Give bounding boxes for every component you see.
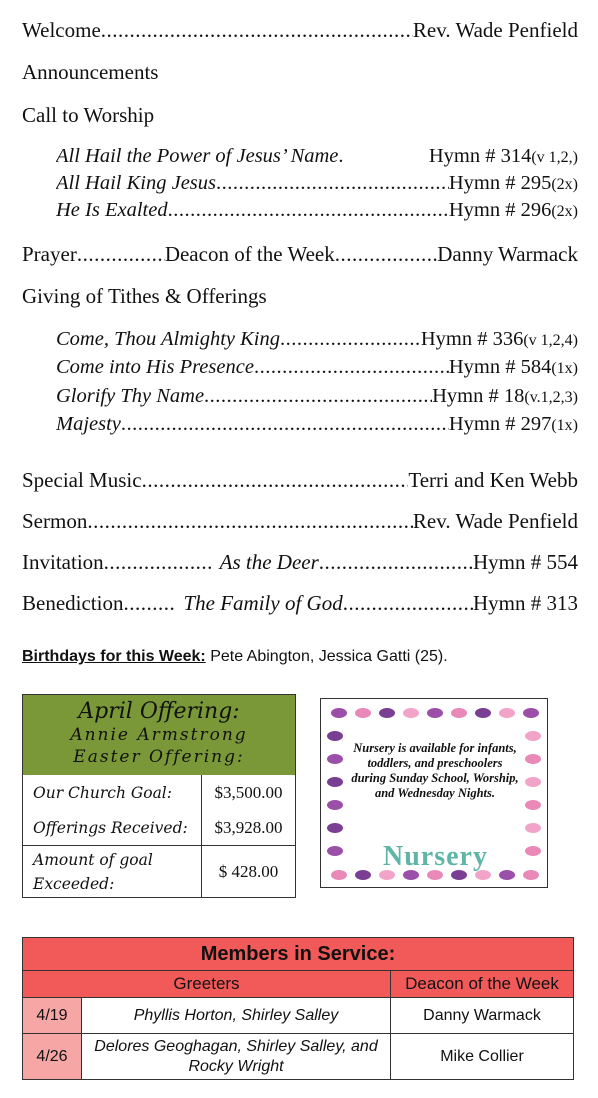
- deacon-header: Deacon of the Week: [391, 971, 574, 998]
- welcome-line: Welcome ..... Rev. Wade Penfield: [22, 18, 578, 44]
- offering-header: April Offering: Annie Armstrong Easter Offering:: [23, 695, 295, 775]
- birthdays-line: Birthdays for this Week: Pete Abington, Jessica Gatti (25).: [22, 648, 448, 665]
- footprint-icon: [523, 870, 539, 880]
- footprint-icon: [499, 870, 515, 880]
- footprint-icon: [499, 708, 515, 718]
- footprint-icon: [525, 846, 541, 856]
- footprint-icon: [525, 777, 541, 787]
- footprint-icon: [327, 777, 343, 787]
- footprint-icon: [427, 708, 443, 718]
- footprint-icon: [525, 754, 541, 764]
- offering-box: [22, 694, 296, 898]
- footprint-icon: [327, 731, 343, 741]
- announcements-line: Announcements: [22, 60, 159, 84]
- hymn-line: Come into His Presence ..... Hymn # 584 (1x): [56, 356, 578, 382]
- hymn-line: He Is Exalted ..... Hymn # 296 (2x): [56, 199, 578, 225]
- footprint-icon: [523, 708, 539, 718]
- footprint-icon: [451, 708, 467, 718]
- footprint-icon: [327, 823, 343, 833]
- footprint-icon: [355, 708, 371, 718]
- footprint-icon: [403, 708, 419, 718]
- footprint-icon: [331, 708, 347, 718]
- footprint-icon: [475, 708, 491, 718]
- giving-line: Giving of Tithes & Offerings: [22, 284, 267, 308]
- footprint-icon: [327, 846, 343, 856]
- invitation-line: Invitation ..... As the Deer ..... Hymn # 554: [22, 550, 578, 576]
- footprint-icon: [525, 731, 541, 741]
- hymn-line: Come, Thou Almighty King ..... Hymn # 336 (v 1,2,4): [56, 328, 578, 354]
- footprint-icon: [327, 754, 343, 764]
- nursery-box: [320, 698, 548, 888]
- prayer-line: Prayer ..... Deacon of the Week ..... Danny Warmack: [22, 242, 578, 268]
- call-to-worship-line: Call to Worship: [22, 103, 155, 127]
- footprint-icon: [379, 708, 395, 718]
- footprint-icon: [327, 800, 343, 810]
- members-title: Members in Service:: [23, 938, 574, 971]
- hymn-line: All Hail the Power of Jesus’ Name . Hymn # 314 (v 1,2,): [56, 145, 578, 167]
- hymn-line: All Hail King Jesus ..... Hymn # 295 (2x): [56, 172, 578, 198]
- offering-exceeded-row: Amount of goal Exceeded: $ 428.00: [23, 845, 295, 898]
- hymn-line: Majesty ..... Hymn # 297 (1x): [56, 413, 578, 439]
- offering-goal-row: Our Church Goal: $3,500.00: [23, 775, 295, 811]
- greeters-header: Greeters: [23, 971, 391, 998]
- members-table: [22, 937, 574, 1080]
- benediction-line: Benediction ..... The Family of God ..... Hymn # 313: [22, 591, 578, 617]
- hymn-line: Glorify Thy Name ..... Hymn # 18 (v.1,2,3): [56, 385, 578, 411]
- special-music-line: Special Music ..... Terri and Ken Webb: [22, 468, 578, 494]
- nursery-text: Nursery is available for infants, toddlers, and preschoolers during Sunday School, Worship, and Wednesday Nights.: [351, 741, 519, 800]
- table-row: 4/19 Phyllis Horton, Shirley Salley Danny Warmack: [23, 998, 574, 1034]
- footprint-icon: [525, 823, 541, 833]
- table-row: 4/26 Delores Geoghagan, Shirley Salley, and Rocky Wright Mike Collier: [23, 1034, 574, 1080]
- nursery-logo: Nursery: [383, 841, 488, 872]
- footprint-icon: [355, 870, 371, 880]
- sermon-line: Sermon ..... Rev. Wade Penfield: [22, 509, 578, 535]
- footprint-icon: [331, 870, 347, 880]
- footprint-icon: [525, 800, 541, 810]
- offering-received-row: Offerings Received: $3,928.00: [23, 811, 295, 845]
